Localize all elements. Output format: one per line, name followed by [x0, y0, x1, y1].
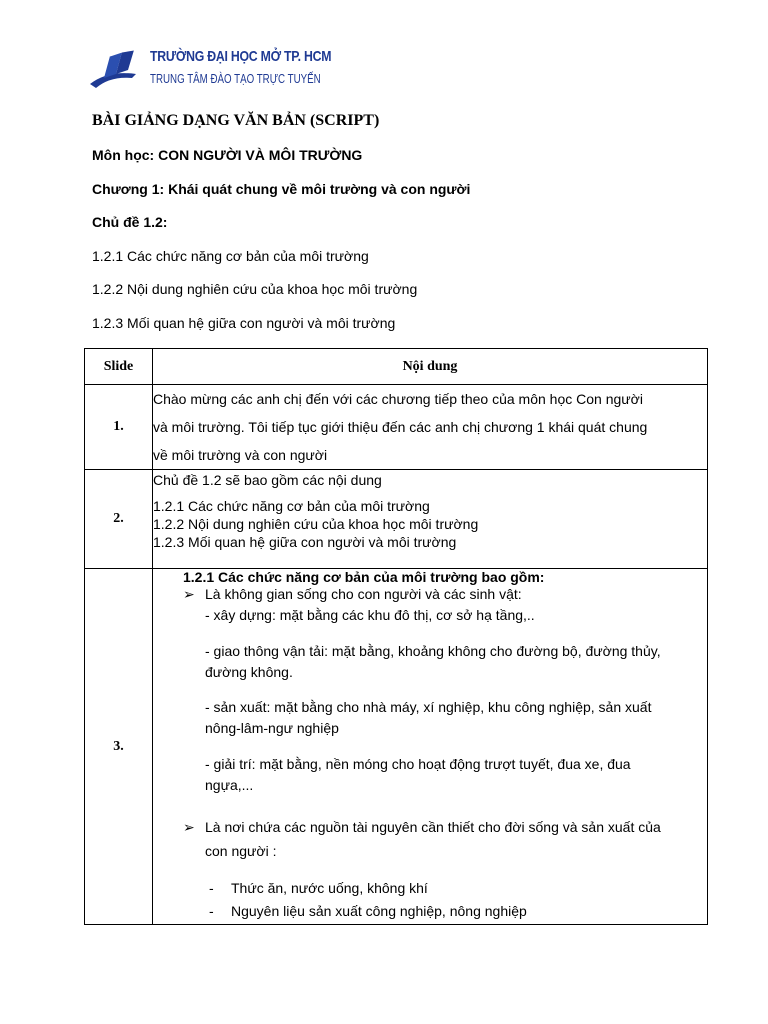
logo-university-name: TRƯỜNG ĐẠI HỌC MỞ TP. HCM [150, 48, 332, 65]
topic-item: 1.2.3 Mối quan hệ giữa con người và môi trường [92, 315, 396, 331]
content-line: và môi trường. Tôi tiếp tục giới thiệu đến các anh chị chương 1 khái quát chung [153, 419, 648, 435]
sub-item: - giao thông vận tải: mặt bằng, khoảng không cho đường bộ, đường thủy, [205, 643, 661, 659]
bullet-glyph: ➢ [183, 819, 195, 835]
header-content: Nội dung [153, 349, 708, 385]
content-line: 1.2.1 Các chức năng cơ bản của môi trường [153, 498, 430, 514]
sub-item: nông-lâm-ngư nghiệp [205, 720, 339, 736]
content-line: Chủ đề 1.2 sẽ bao gồm các nội dung [153, 472, 382, 488]
content-line: 1.2.2 Nội dung nghiên cứu của khoa học môi trường [153, 516, 479, 532]
topic-item: 1.2.2 Nội dung nghiên cứu của khoa học môi trường [92, 281, 418, 297]
dash-item: Nguyên liệu sản xuất công nghiệp, nông nghiệp [231, 903, 527, 919]
sub-item: đường không. [205, 664, 293, 680]
header-slide: Slide [85, 349, 153, 385]
sub-item: - xây dựng: mặt bằng các khu đô thị, cơ sở hạ tầng,.. [205, 607, 535, 623]
university-logo [88, 44, 332, 96]
sub-item: ngựa,... [205, 777, 254, 793]
table-row [85, 569, 708, 925]
table-row [85, 385, 708, 470]
dash-glyph: - [209, 903, 214, 919]
slide-content [153, 569, 708, 925]
topic-line: Chủ đề 1.2: [92, 214, 168, 230]
document-title: BÀI GIẢNG DẠNG VĂN BẢN (SCRIPT) [92, 112, 380, 129]
table-header-row [85, 349, 708, 385]
slide-number: 3. [85, 569, 153, 925]
chapter-line: Chương 1: Khái quát chung về môi trường và con người [92, 181, 471, 197]
bullet-text: Là nơi chứa các nguồn tài nguyên cần thiết cho đời sống và sản xuất của [205, 819, 661, 835]
bullet-glyph: ➢ [183, 586, 195, 602]
dash-item: Thức ăn, nước uống, không khí [231, 880, 428, 896]
book-logo-icon [88, 48, 148, 92]
bullet-text: Là không gian sống cho con người và các sinh vật: [205, 586, 522, 602]
slide-content [153, 470, 708, 569]
subject-line: Môn học: CON NGƯỜI VÀ MÔI TRƯỜNG [92, 147, 363, 163]
table-row [85, 470, 708, 569]
sub-item: - sản xuất: mặt bằng cho nhà máy, xí nghiệp, khu công nghiệp, sản xuất [205, 699, 652, 715]
content-line: Chào mừng các anh chị đến với các chương tiếp theo của môn học Con người [153, 391, 643, 407]
dash-glyph: - [209, 880, 214, 896]
script-table [84, 348, 708, 925]
section-heading: 1.2.1 Các chức năng cơ bản của môi trường bao gồm: [183, 569, 545, 585]
content-line: về môi trường và con người [153, 447, 328, 463]
slide-number: 1. [85, 385, 153, 470]
bullet-text: con người : [205, 843, 277, 859]
logo-center-name: TRUNG TÂM ĐÀO TẠO TRỰC TUYẾN [150, 72, 321, 86]
content-line: 1.2.3 Mối quan hệ giữa con người và môi trường [153, 534, 457, 550]
slide-number: 2. [85, 470, 153, 569]
slide-content [153, 385, 708, 470]
sub-item: - giải trí: mặt bằng, nền móng cho hoạt động trượt tuyết, đua xe, đua [205, 756, 631, 772]
topic-item: 1.2.1 Các chức năng cơ bản của môi trường [92, 248, 369, 264]
